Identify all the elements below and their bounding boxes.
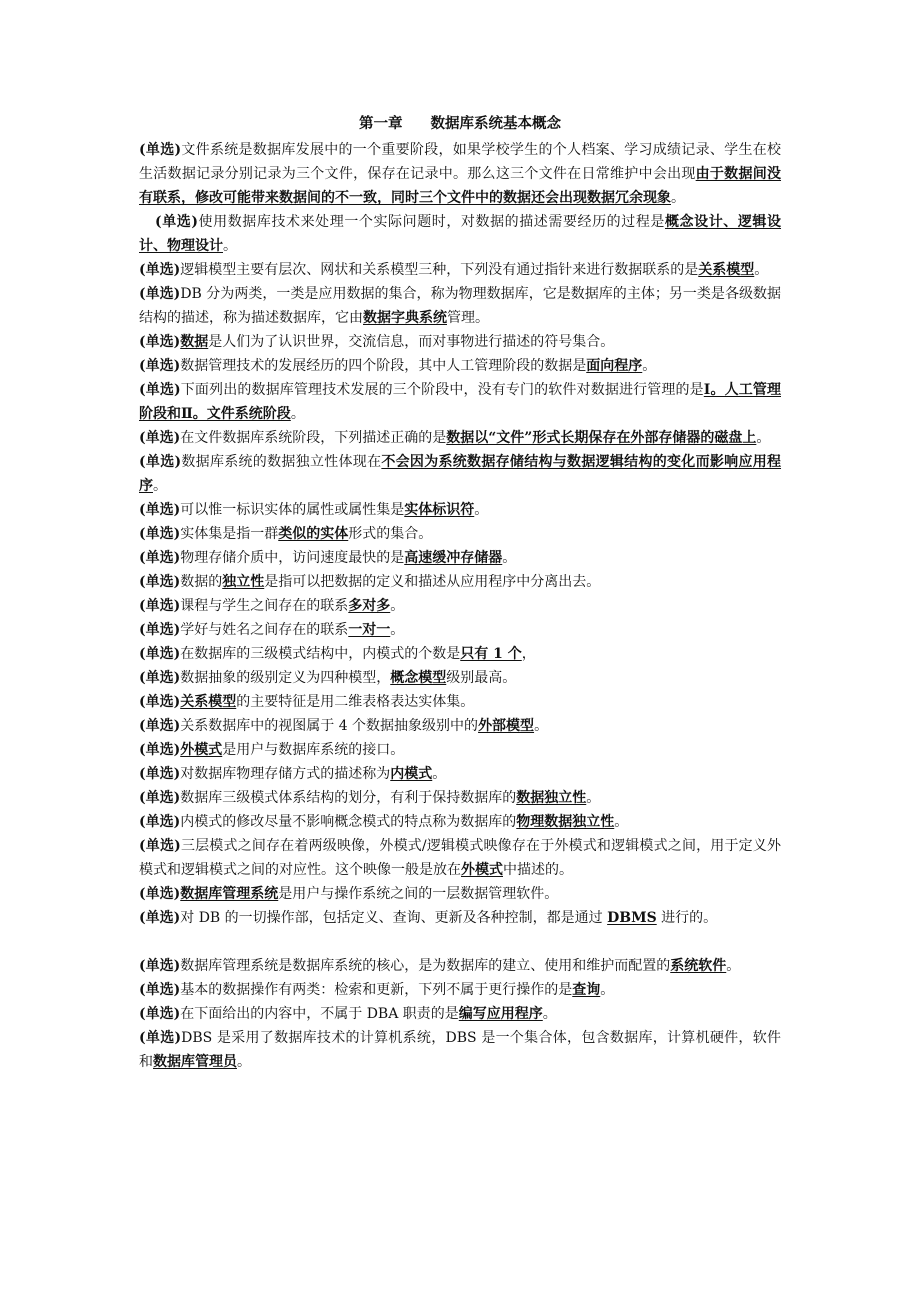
question-type-tag: (单选) [139,550,181,566]
question-text-end: 。 [237,1054,251,1070]
question-text: 实体集是指一群 [180,526,279,542]
answer-text: 数据库管理系统 [180,886,279,902]
question-text: 数据库系统的数据独立性体现在 [181,454,382,470]
question-type-tag: (单选) [139,454,182,470]
question-item [139,546,781,570]
question-item [139,714,781,738]
question-item [139,882,781,906]
question-type-tag: (单选) [139,718,181,734]
answer-text: 物理数据独立性 [516,814,615,830]
question-type-tag: (单选) [139,766,181,782]
question-text-end: 是用户与数据库系统的接口。 [222,742,405,758]
question-item [139,666,781,690]
question-text-end: 级别最高。 [446,670,517,686]
question-type-tag: (单选) [139,694,181,710]
question-item [139,642,781,666]
question-type-tag: (单选) [139,358,181,374]
question-item [139,354,781,378]
answer-text: 一对一 [348,622,391,638]
question-type-tag: (单选) [139,814,181,830]
answer-text: DBMS [607,910,657,926]
question-text-end: 。 [534,718,549,734]
question-type-tag: (单选) [139,838,181,854]
question-text-end: 。 [474,502,489,518]
question-item [139,978,781,1002]
question-text-end: 。 [502,550,517,566]
question-item [139,330,781,354]
question-item [139,594,781,618]
question-type-tag: (单选) [139,526,181,542]
answer-text: 数据独立性 [516,790,587,806]
answer-text: 内模式 [390,766,433,782]
question-item [139,954,781,978]
answer-text: 编写应用程序 [458,1006,543,1022]
answer-text: 数据字典系统 [363,310,447,326]
question-item [139,210,781,258]
question-type-tag: (单选) [139,646,181,662]
question-type-tag: (单选) [139,1030,182,1046]
question-list [139,138,781,1074]
question-type-tag: (单选) [139,886,181,902]
question-text-end: 。 [223,238,237,254]
answer-text: 概念设计、逻辑设计、物理设计 [139,214,782,254]
question-item [139,810,781,834]
question-text: 在数据库的三级模式结构中，内模式的个数是 [180,646,461,662]
answer-text: Ⅰ。人工管理阶段和Ⅱ。文件系统阶段 [139,382,781,422]
question-type-tag: (单选) [139,334,181,350]
question-text-end: 。 [726,958,741,974]
answer-text: 系统软件 [670,958,727,974]
answer-text: 面向程序 [586,358,643,374]
question-item [139,906,781,930]
question-item [139,426,781,450]
question-text-end: 。 [614,814,629,830]
question-text-end: 。 [586,790,601,806]
question-text-end: 。 [390,598,405,614]
answer-text: 数据库管理员 [153,1054,237,1070]
question-item [139,570,781,594]
question-text: 使用数据库技术来处理一个实际问题时，对数据的描述需要经历的过程是 [197,214,665,230]
question-text-end: 的主要特征是用二维表格表达实体集。 [236,694,475,710]
question-text-end: 。 [754,262,769,278]
question-type-tag: (单选) [139,742,181,758]
question-text-end: 是指可以把数据的定义和描述从应用程序中分离出去。 [264,574,601,590]
question-text: 在文件数据库系统阶段，下列描述正确的是 [180,430,447,446]
answer-text: 外模式 [180,742,223,758]
question-type-tag: (单选) [139,982,181,998]
answer-text: 关系模型 [180,694,237,710]
question-text: 对数据库物理存储方式的描述称为 [180,766,391,782]
question-item [139,618,781,642]
question-type-tag: (单选) [139,574,181,590]
question-text-end: 进行的。 [656,910,718,926]
question-type-tag: (单选) [139,1006,181,1022]
question-type-tag: (单选) [139,598,181,614]
question-type-tag: (单选) [139,286,181,302]
question-type-tag: (单选) [139,622,181,638]
question-item [139,690,781,714]
answer-text: 多对多 [348,598,391,614]
question-item [139,762,781,786]
question-text: DBS 是采用了数据库技术的计算机系统，DBS 是一个集合体，包含数据库，计算机硬件，软件和 [139,1030,782,1070]
question-item [139,786,781,810]
question-text: 数据抽象的级别定义为四种模型， [180,670,391,686]
question-text: 下面列出的数据库管理技术发展的三个阶段中，没有专门的软件对数据进行管理的是 [180,382,704,398]
question-text-end: 。 [290,406,305,422]
question-text: 逻辑模型主要有层次、网状和关系模型三种，下列没有通过指针来进行数据联系的是 [180,262,699,278]
answer-text: 由于数据间没有联系，修改可能带来数据间的不一致，同时三个文件中的数据还会出现数据冗余现象 [139,166,782,206]
question-text-end: 。 [600,982,615,998]
question-text-end: 。 [432,766,447,782]
document-page [139,112,781,1074]
question-text-end: 。 [756,430,771,446]
question-type-tag: (单选) [139,790,181,806]
answer-text: 关系模型 [698,262,755,278]
question-text: 三层模式之间存在着两级映像，外模式/逻辑模式映像存在于外模式和逻辑模式之间，用于定义外模式和逻辑模式之间的对应性。这个映像一般是放在 [139,838,782,878]
question-text-end: 。 [542,1006,557,1022]
answer-text: 概念模型 [390,670,447,686]
question-text-end: 形式的集合。 [348,526,433,542]
question-type-tag: (单选) [139,670,181,686]
question-text: 物理存储介质中，访问速度最快的是 [180,550,405,566]
answer-text: 数据以“文件”形式长期保存在外部存储器的磁盘上 [446,430,757,446]
question-item [139,498,781,522]
question-text-end: 管理。 [447,310,489,326]
question-text: 数据库管理系统是数据库系统的核心，是为数据库的建立、使用和维护而配置的 [180,958,671,974]
question-item [139,282,781,330]
answer-text: 高速缓冲存储器 [404,550,503,566]
question-item [139,1026,781,1074]
question-text: 数据管理技术的发展经历的四个阶段，其中人工管理阶段的数据是 [180,358,587,374]
question-item [139,522,781,546]
question-item [139,738,781,762]
question-text: 基本的数据操作有两类：检索和更新，下列不属于更行操作的是 [180,982,573,998]
question-text: 对 DB 的一切操作部，包括定义、查询、更新及各种控制，都是通过 [180,910,608,926]
question-text: 数据的 [180,574,223,590]
question-type-tag: (单选) [139,502,181,518]
question-text-end: 是用户与操作系统之间的一层数据管理软件。 [278,886,559,902]
question-item [139,138,781,210]
question-text: 在下面给出的内容中，不属于 DBA 职责的是 [180,1006,459,1022]
question-type-tag: (单选) [139,382,181,398]
question-type-tag: (单选) [139,910,181,926]
question-item [139,258,781,282]
question-text: 课程与学生之间存在的联系 [180,598,349,614]
answer-text: 不会因为系统数据存储结构与数据逻辑结构的变化而影响应用程序 [139,454,782,494]
answer-text: 独立性 [222,574,265,590]
question-text-end: ， [521,646,536,662]
answer-text: 类似的实体 [278,526,349,542]
question-text-end: 。 [153,478,167,494]
answer-text: 外模式 [461,862,503,878]
answer-text: 外部模型 [478,718,535,734]
question-text-end: 是人们为了认识世界，交流信息，而对事物进行描述的符号集合。 [208,334,615,350]
chapter-name: 数据库系统基本概念 [430,116,561,132]
question-text: 关系数据库中的视图属于 4 个数据抽象级别中的 [180,718,479,734]
question-text: 文件系统是数据库发展中的一个重要阶段，如果学校学生的个人档案、学习成绩记录、学生在校生活数据记录分别记录为三个文件，保存在记录中。那么这三个文件在日常维护中会出现 [139,142,782,182]
question-text-end: 。 [642,358,657,374]
question-text-end: 中描述的。 [503,862,573,878]
answer-text: 查询 [572,982,601,998]
question-type-tag: (单选) [139,142,182,158]
question-type-tag: (单选) [139,430,181,446]
question-type-tag: (单选) [139,958,181,974]
question-text: 可以惟一标识实体的属性或属性集是 [180,502,405,518]
question-text: DB 分为两类，一类是应用数据的集合，称为物理数据库，它是数据库的主体；另一类是各级数据结构的描述，称为描述数据库，它由 [139,286,782,326]
question-type-tag: (单选) [155,214,198,230]
chapter-number: 第一章 [359,116,403,132]
question-item [139,834,781,882]
question-type-tag: (单选) [139,262,181,278]
question-text-end: 。 [671,190,685,206]
question-item [139,378,781,426]
answer-text: 数据 [180,334,209,350]
chapter-title [139,112,781,136]
question-text-end: 。 [390,622,405,638]
question-text: 内模式的修改尽量不影响概念模式的特点称为数据库的 [180,814,517,830]
question-text: 学好与姓名之间存在的联系 [180,622,349,638]
question-text: 数据库三级模式体系结构的划分，有利于保持数据库的 [180,790,517,806]
question-item [139,450,781,498]
question-item [139,1002,781,1026]
answer-text: 实体标识符 [404,502,475,518]
answer-text: 只有 1 个 [460,646,522,662]
